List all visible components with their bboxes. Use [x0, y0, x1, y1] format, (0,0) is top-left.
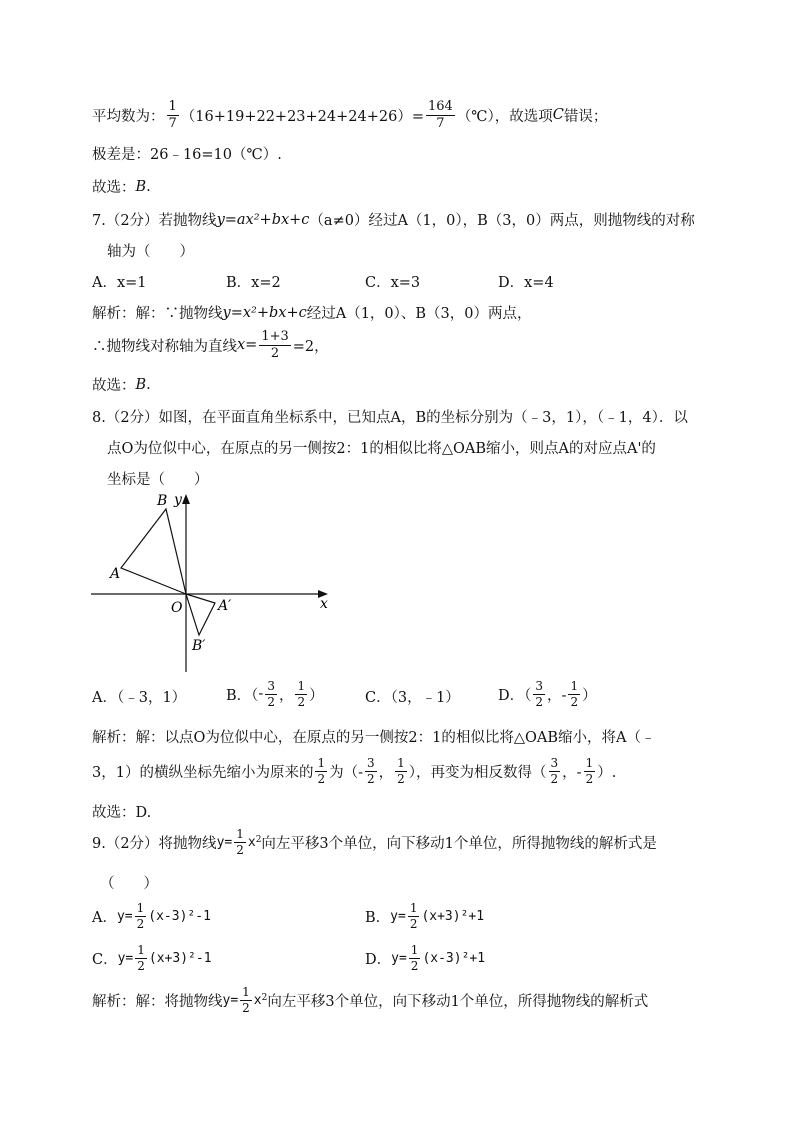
fraction: $\frac{1}{2}$: [585, 756, 594, 786]
q7-solution-line-1: 解析：解：∵抛物线 y=x²+bx+c 经过 A（1，0）、B（3，0）两点，: [92, 304, 532, 322]
q8-solution-line-1: 解析：解：以点O为位似中心，在原点的另一侧按2：1的相似比将△OAB缩小，将A（﹣: [92, 730, 656, 746]
q8-option-b[interactable]: B．（ - $\frac{3}{2}$ ， $\frac{1}{2}$ ）: [226, 679, 324, 709]
label-a: A: [110, 566, 121, 582]
q9-option-c[interactable]: C． y= $\frac{1}{2}$ (x+3)²-1: [92, 943, 212, 973]
answer-line-6: 故选： B .: [92, 178, 151, 196]
fraction: $\frac{3}{2}$: [550, 756, 559, 786]
fraction-one-half: $\frac{1}{2}$: [242, 985, 250, 1015]
q9-option-d[interactable]: D． y= $\frac{1}{2}$ (x-3)²+1: [365, 943, 486, 973]
fraction: $\frac{1}{2}$: [570, 679, 579, 709]
q7-option-a[interactable]: A．x=1: [92, 275, 147, 291]
fraction-1plus3-over-2: $\frac{1+3}{2}$: [261, 329, 289, 361]
label-b-prime: B′: [192, 638, 206, 654]
question-8-line-3: 坐标是（ ）: [107, 472, 209, 488]
q8-option-a[interactable]: A．（﹣3，1）: [92, 690, 187, 706]
average-line: [92, 100, 607, 130]
average-tail: 错误；: [563, 108, 608, 125]
triangle-oab: [121, 509, 186, 594]
q7-option-d[interactable]: D．x=4: [498, 275, 554, 291]
question-8-line-2: 点O为位似中心，在原点的另一侧按2：1的相似比将△OAB缩小，则点A的对应点A'的: [107, 441, 656, 457]
label-a-prime: A′: [218, 598, 232, 614]
question-8-line-1: 8.（2分）如图，在平面直角坐标系中，已知点A，B的坐标分别为（﹣3，1），（﹣1，4）．以: [92, 410, 688, 426]
q8-solution-line-2: 3，1）的横纵坐标先缩小为原来的 $\frac{1}{2}$ 为（- $\frac{3}{2}$ ， $\frac{1}{2}$ ），再变为相反数得（ $\frac{3}{2}$ ，- $\frac{1}{2}$ ）.: [92, 756, 617, 786]
q9-option-b[interactable]: B． y= $\frac{1}{2}$ (x+3)²+1: [365, 901, 485, 931]
answer-line-8: 故选：D.: [92, 805, 152, 821]
fraction-one-half: $\frac{1}{2}$: [317, 756, 326, 786]
fraction-one-seventh: $\frac{1}{7}$: [168, 99, 177, 131]
average-prefix: 平均数为：: [92, 108, 165, 125]
label-x: x: [320, 596, 328, 612]
answer-line-7: 故选： B .: [92, 376, 151, 394]
question-7-line-2: 轴为（ ）: [107, 244, 194, 260]
label-b: B: [157, 493, 168, 509]
label-y: y: [174, 492, 182, 508]
y-axis-arrow: [182, 494, 190, 504]
q8-option-c[interactable]: C．（3，﹣1）: [365, 690, 460, 706]
range-line: 极差是：26﹣16=10（℃）.: [92, 147, 282, 163]
option-letter: C: [552, 107, 564, 124]
fraction-164-7: $\frac{164}{7}$: [427, 99, 453, 131]
coordinate-figure: [88, 490, 338, 680]
average-sum: （16+19+22+23+24+24+26）=: [180, 108, 424, 125]
fraction: $\frac{3}{2}$: [267, 679, 275, 709]
question-7-line-1: 7.（2分）若抛物线 y=ax²+bx+c （a≠0）经过 A（1，0）， B（3，0）两点，则抛物线的对称: [92, 211, 695, 229]
triangle-oab-image: [186, 594, 215, 635]
parabola-equation: y=ax²+bx+c: [216, 211, 310, 228]
q9-solution-line-1: 解析：解：将抛物线 y= $\frac{1}{2}$ x 2 向左平移3个单位，向下移动1个单位，所得抛物线的解析式: [92, 985, 649, 1015]
fraction: $\frac{1}{2}$: [297, 679, 306, 709]
fraction: $\frac{3}{2}$: [367, 756, 375, 786]
q7-option-b[interactable]: B．x=2: [226, 275, 281, 291]
q8-option-d[interactable]: D．（ $\frac{3}{2}$ ，- $\frac{1}{2}$ ）: [498, 679, 597, 709]
question-9-line-1: 9.（2分）将抛物线 y= $\frac{1}{2}$ x 2 向左平移3个单位，向下移动1个单位，所得抛物线的解析式是: [92, 827, 657, 857]
fraction: $\frac{3}{2}$: [535, 679, 544, 709]
q7-solution-line-2: ∴抛物线对称轴为直线 x= $\frac{1+3}{2}$ =2，: [92, 329, 329, 361]
q9-option-a[interactable]: A． y= $\frac{1}{2}$ (x-3)²-1: [92, 901, 211, 931]
label-o: O: [171, 600, 183, 616]
fraction: $\frac{1}{2}$: [397, 756, 405, 786]
question-9-line-2: （ ）: [100, 876, 158, 892]
fraction-one-half: $\frac{1}{2}$: [236, 827, 244, 857]
average-suffix: （℃），故选项: [456, 108, 553, 125]
q7-option-c[interactable]: C．x=3: [365, 275, 421, 291]
